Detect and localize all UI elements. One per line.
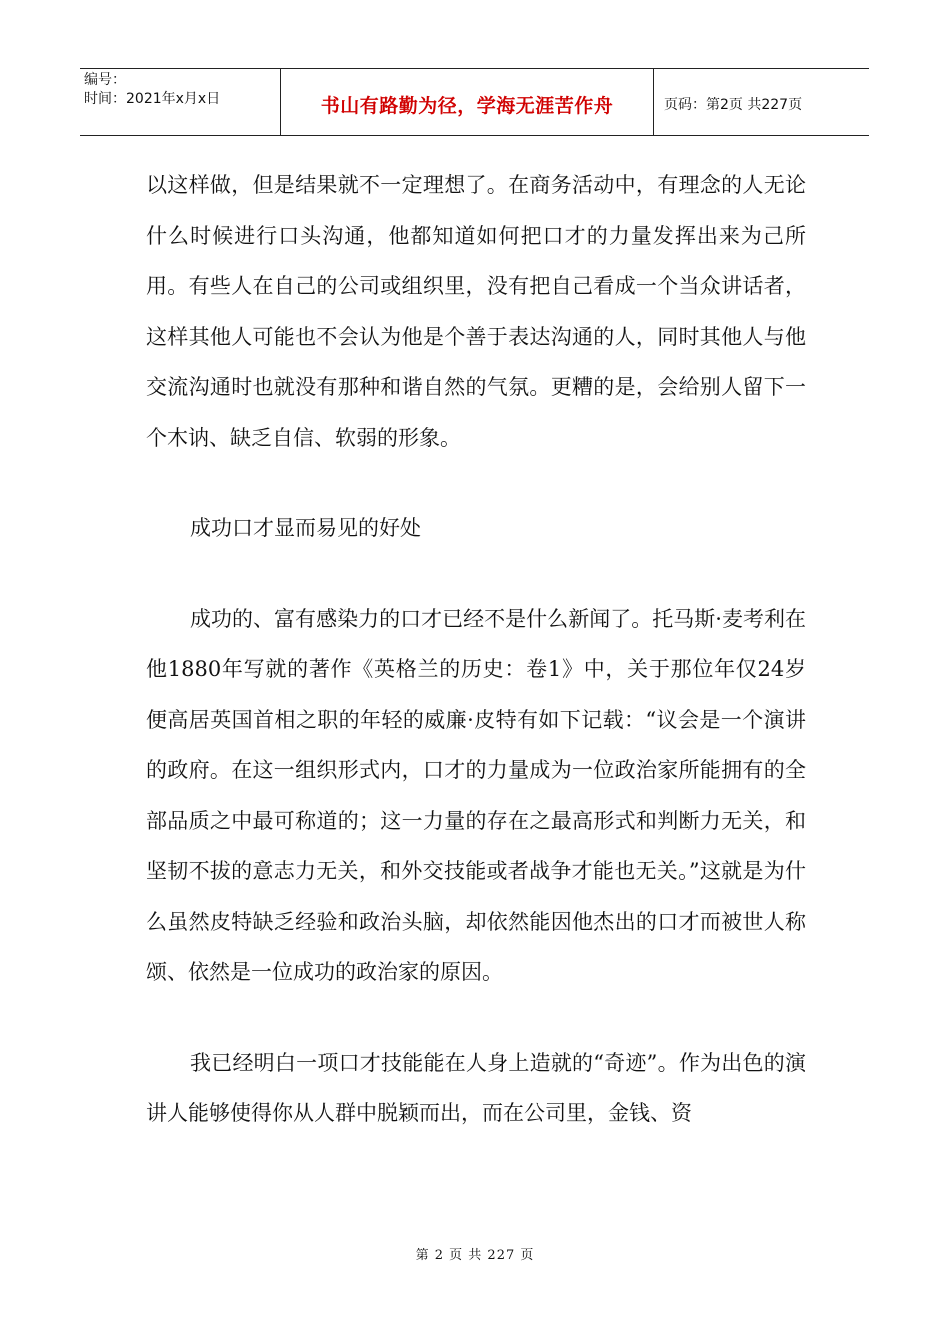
header-meta-cell bbox=[80, 69, 281, 135]
paragraph: 我已经明白一项口才技能能在人身上造就的“奇迹”。作为出色的演讲人能够使得你从人群中脱颖而出，而在公司里，金钱、资 bbox=[146, 1050, 806, 1125]
header-page-info: 页码：第2页 共227页 bbox=[664, 97, 803, 113]
page-header bbox=[80, 68, 869, 136]
header-motto: 书山有路勤为径，学海无涯苦作舟 bbox=[281, 69, 654, 135]
paragraph: 以这样做，但是结果就不一定理想了。在商务活动中，有理念的人无论什么时候进行口头沟通，他都知道如何把口才的力量发挥出来为己所用。有些人在自己的公司或组织里，没有把自己看成一个当众讲话者，这样其他人可能也不会认为他是个善于表达沟通的人，同时其他人与他交流沟通时也就没有那种和谐自然的气氛。更糟的是，会给别人留下一个木讷、缺乏自信、软弱的形象。 bbox=[146, 173, 806, 450]
document-body bbox=[146, 160, 806, 1139]
paragraph-gap bbox=[146, 554, 806, 594]
document-number-label: 编号： bbox=[84, 72, 126, 88]
document-date-label: 时间：2021年x月x日 bbox=[84, 91, 221, 107]
paragraph: 成功的、富有感染力的口才已经不是什么新闻了。托马斯·麦考利在他1880年写就的著作《英格兰的历史：卷1》中，关于那位年仅24岁便高居英国首相之职的年轻的威廉·皮特有如下记载：“议会是一个演讲的政府。在这一组织形式内，口才的力量成为一位政治家所能拥有的全部品质之中最可称道的；这一力量的存在之最高形式和判断力无关，和坚韧不拔的意志力无关，和外交技能或者战争才能也无关。”这就是为什么虽然皮特缺乏经验和政治头脑，却依然能因他杰出的口才而被世人称颂、依然是一位成功的政治家的原因。 bbox=[146, 606, 806, 984]
paragraph-gap bbox=[146, 998, 806, 1038]
page-footer: 第 2 页 共 227 页 bbox=[415, 1248, 535, 1263]
section-heading: 成功口才显而易见的好处 bbox=[190, 516, 421, 540]
paragraph-gap bbox=[146, 463, 806, 503]
